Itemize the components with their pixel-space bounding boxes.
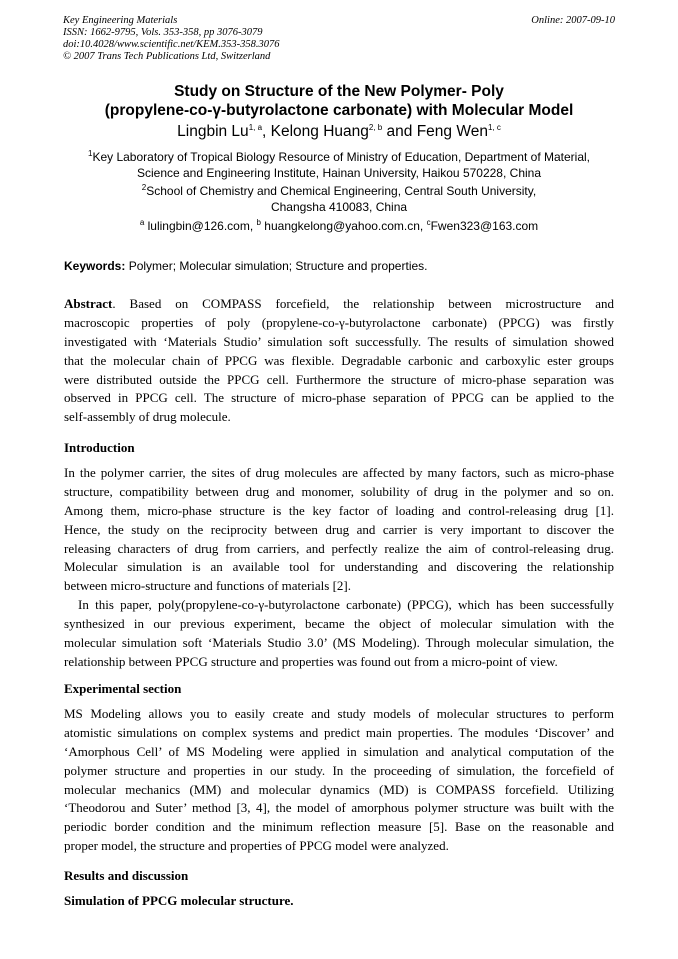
body-line: synthesized in our previous experiment, became the object of molecular simulation with the: [64, 616, 614, 632]
author-3: and Feng Wen: [382, 123, 488, 140]
journal-header: [63, 15, 280, 63]
experimental-body: [64, 705, 614, 856]
author-1-affil: 1, a: [248, 122, 263, 132]
affiliation-2-line-2: Changsha 410083, China: [270, 200, 408, 214]
body-line: In this paper, poly(propylene-co-γ-butyrolactone carbonate) (PPCG), which has been successfully: [78, 597, 614, 613]
subsection-heading-simulation: Simulation of PPCG molecular structure.: [64, 893, 294, 908]
abstract: [64, 295, 614, 427]
body-line: MS Modeling allows you to easily create and study models of molecular structures to perform: [64, 706, 614, 721]
author-emails: [40, 218, 638, 234]
email-line: [40, 218, 638, 234]
title-line-2: (propylene-co-γ-butyrolactone carbonate) with Molecular Model: [104, 102, 574, 119]
journal-name: Key Engineering Materials: [63, 15, 178, 26]
abstract-line: investigated with ‘Materials Studio’ simulation soft successfully. The results of simulation showed: [64, 333, 614, 349]
body-line: polymer structure and properties in our study. In the proceeding of simulation, the forcefield of: [64, 762, 614, 778]
affiliation-2-marker: 2: [141, 183, 147, 192]
abstract-line: [64, 295, 614, 314]
body-line: In the polymer carrier, the sites of drug molecules are affected by many factors, such as micro-phase: [64, 465, 614, 480]
section-heading-experimental: Experimental section: [64, 681, 182, 696]
affiliation-1-marker: 1: [87, 149, 93, 158]
affiliation-2-line-1: [40, 183, 638, 199]
body-line: structure, compatibility between drug and monomer, solubility of drug in the polymer and so on.: [64, 483, 614, 499]
abstract-label: Abstract: [64, 296, 113, 311]
body-line: ‘Amorphous Cell’ of MS Modeling were applied in simulation and analytical computation of the: [64, 743, 614, 759]
affiliation-2: [40, 183, 638, 215]
abstract-line: that the molecular chain of PPCG was flexible. Degradable carbonic and carboxylic ester groups: [64, 352, 614, 368]
body-line: molecular simulation soft ‘Materials Studio 3.0’ (MS Modeling). Through molecular simulation, the: [64, 635, 614, 651]
body-line: proper model, the structure and properties of PPCG model were analyzed.: [64, 838, 449, 854]
body-line: atomistic simulations on complex systems and predict main properties. The modules ‘Discover’ and: [64, 724, 614, 740]
abstract-line: self-assembly of drug molecule.: [64, 409, 231, 425]
keywords-label: Keywords:: [64, 259, 126, 273]
email-c: Fwen323@163.com: [430, 219, 539, 233]
journal-copyright: © 2007 Trans Tech Publications Ltd, Switzerland: [63, 51, 271, 62]
author-2: , Kelong Huang: [262, 123, 369, 140]
paper-title: [40, 82, 638, 120]
affiliation-1-line-2: Science and Engineering Institute, Hainan University, Haikou 570228, China: [136, 166, 542, 180]
abstract-line-text: . Based on COMPASS forcefield, the relationship between microstructure and: [112, 296, 614, 311]
body-line: between micro-structure and functions of materials [2].: [64, 578, 351, 594]
keywords: [64, 258, 614, 274]
section-heading-introduction: Introduction: [64, 440, 135, 455]
author-1: Lingbin Lu: [177, 123, 249, 140]
email-b: huangkelong@yahoo.com.cn,: [260, 219, 427, 233]
body-line: Among them, micro-phase structure is the key factor of loading and control-releasing drug [1].: [64, 502, 614, 518]
email-a: lulingbin@126.com,: [144, 219, 257, 233]
abstract-line: macroscopic properties of poly (propylene-co-γ-butyrolactone carbonate) (PPCG) was firstly: [64, 314, 614, 330]
journal-doi: doi:10.4028/www.scientific.net/KEM.353-358.3076: [63, 39, 280, 50]
author-3-affil: 1, c: [487, 122, 501, 132]
email-b-marker: b: [256, 218, 261, 227]
journal-issn: ISSN: 1662-9795, Vols. 353-358, pp 3076-3079: [63, 27, 263, 38]
email-c-marker: c: [426, 218, 431, 227]
author-list: [40, 122, 638, 142]
body-line: Hence, the study on the reciprocity between drug and carrier is very important to discover the: [64, 521, 614, 537]
body-line: ‘Theodorou and Suter’ method [3, 4], the model of amorphous polymer structure was built with the: [64, 800, 614, 816]
affiliation-1: [40, 149, 638, 181]
body-line: relationship between PPCG structure and properties was found out from a micro-point of view.: [64, 653, 558, 669]
affiliation-1-text: Key Laboratory of Tropical Biology Resource of Ministry of Education, Department of Material,: [92, 150, 591, 164]
body-line: Molecular simulation is an available tool for understanding and discovering the relationship: [64, 559, 614, 575]
body-line: molecular mechanics (MM) and molecular dynamics (MD) is COMPASS forcefield. Utilizing: [64, 781, 614, 797]
abstract-line: observed in PPCG cell. The structure of micro-phase separation of PPCG can be applied to the: [64, 390, 614, 406]
title-line-1: Study on Structure of the New Polymer- Poly: [174, 83, 504, 100]
affiliation-1-line-1: [40, 149, 638, 165]
author-2-affil: 2, b: [368, 122, 383, 132]
introduction-body: [64, 464, 614, 672]
abstract-line: were distributed outside the PPCG cell. Furthermore the structure of micro-phase separation was: [64, 371, 614, 387]
keywords-text: Polymer; Molecular simulation; Structure and properties.: [125, 259, 428, 273]
email-a-marker: a: [139, 218, 145, 227]
affiliation-2-text: School of Chemistry and Chemical Engineering, Central South University,: [146, 184, 537, 198]
section-heading-results: Results and discussion: [64, 868, 189, 883]
body-line: periodic border condition and the minimum reflection measure [5]. Base on the reasonable and: [64, 819, 614, 835]
body-line: releasing characters of drug from carriers, and perfectly realize the aim of control-releasing drug.: [64, 540, 614, 556]
online-date: Online: 2007-09-10: [531, 15, 615, 26]
